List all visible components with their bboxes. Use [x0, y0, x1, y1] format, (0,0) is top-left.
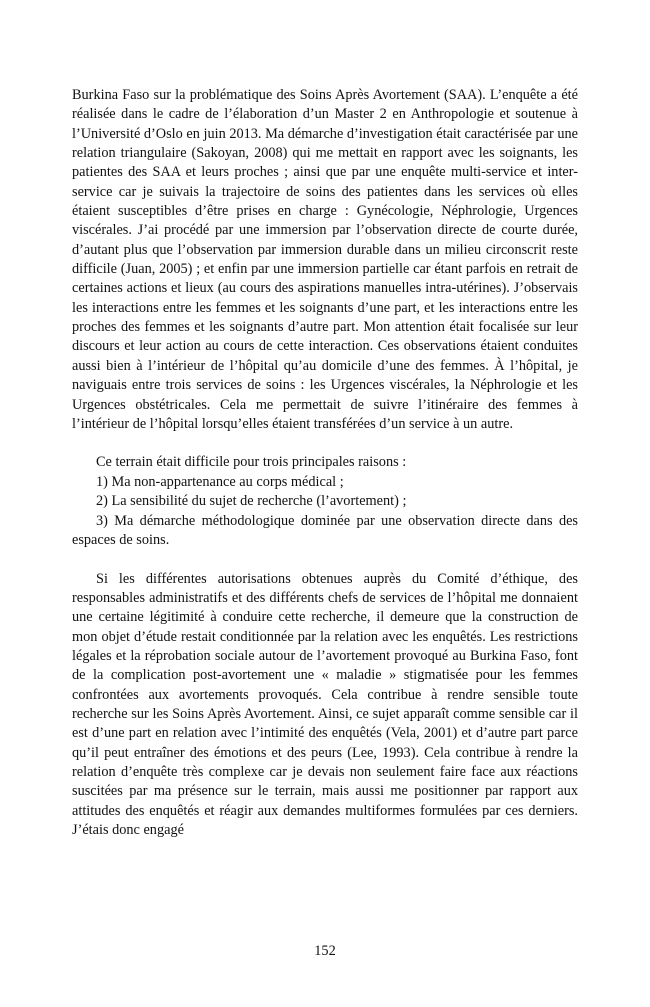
paragraph-authorizations: Si les différentes autorisations obtenues auprès du Comité d’éthique, des responsables administratifs et des différents chefs de services de l’hôpital me donnaient une certaine légitimité à conduire cette recherche, il demeure que la construction de mon objet d’étude restait conditionnée par la relation avec les enquêtés. Les restrictions légales et la réprobation sociale autour de l’avortement provoqué au Burkina Faso, font de la complication post-avortement une « maladie » stigmatisée pour les femmes confrontées aux avortements provoqués. Cela contribue à rendre sensible toute recherche sur les Soins Après Avortement. Ainsi, ce sujet apparaît comme sensible car il est d’une part en relation avec l’intimité des enquêtés (Vela, 2001) et d’autre part parce qu’il peut entraîner des émotions et des peurs (Lee, 1993). Cela contribue à rendre la relation d’enquête très complexe car je devais non seulement faire face aux réactions suscitées par ma présence sur le terrain, mais aussi me positionner par rapport aux attitudes des enquêtés et réagir aux demandes multiformes formulées par ces derniers. J’étais donc engagé: [72, 570, 578, 838]
list-item: 1) Ma non-appartenance au corps médical ;: [96, 473, 344, 490]
list-item: 3) Ma démarche méthodologique dominée par une observation directe dans des espaces de soins.: [72, 512, 578, 548]
text-column: [72, 86, 578, 840]
paragraph-continued: Burkina Faso sur la problématique des Soins Après Avortement (SAA). L’enquête a été réalisée dans le cadre de l’élaboration d’un Master 2 en Anthropologie et soutenue à l’Université d’Oslo en juin 2013. Ma démarche d’investigation était caractérisée par une relation triangulaire (Sakoyan, 2008) qui me mettait en rapport avec les soignants, les patientes des SAA et leurs proches ; ainsi que par une enquête multi-service et inter-service car je suivais la trajectoire de soins des patientes dans les services où elles étaient susceptibles d’être prises en charge : Gynécologie, Néphrologie, Urgences viscérales. J’ai procédé par une immersion par l’observation directe de courte durée, d’autant plus que l’observation par immersion durable dans un milieu circonscrit reste difficile (Juan, 2005) ; et enfin par une immersion partielle car étant parfois en retrait de certaines actions et lieux (au cours des aspirations manuelles intra-utérines). J’observais les interactions entre les femmes et les soignants d’une part, et les interactions entre les proches des femmes et les soignants d’autre part. Mon attention était focalisée sur leur discours et leur action au cours de cette interaction. Ces observations étaient conduites aussi bien à l’intérieur de l’hôpital qu’au domicile d’une des femmes. À l’hôpital, je naviguais entre trois services de soins : les Urgences viscérales, la Néphrologie et les Urgences obstétricales. Cela me permettait de suivre l’itinéraire des femmes à l’intérieur de l’hôpital lorsqu’elles étaient transférées d’un service à un autre.: [72, 87, 578, 432]
list-item: 2) La sensibilité du sujet de recherche (l’avortement) ;: [96, 493, 407, 510]
paragraph-intro-reasons: Ce terrain était difficile pour trois principales raisons :: [96, 454, 407, 471]
numbered-list: [72, 473, 578, 550]
page-number: 152: [314, 943, 336, 959]
